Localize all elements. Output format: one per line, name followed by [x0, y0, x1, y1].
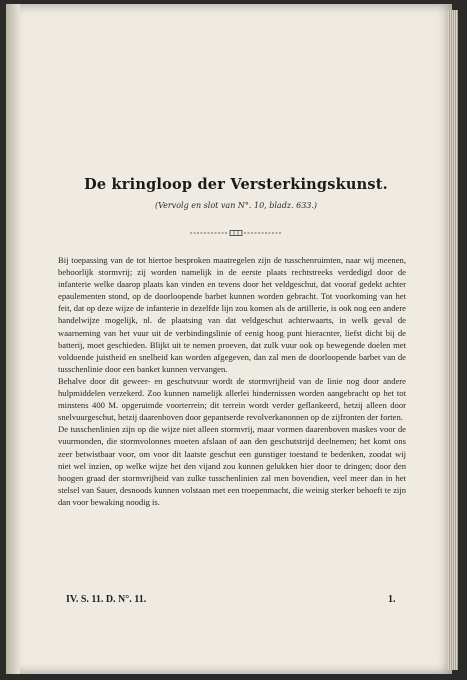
- signature-mark: IV. S. 11. D. N°. 11.: [66, 594, 147, 605]
- paragraph: De tusschenlinien zijn op die wijze niet alleen stormvrij, maar vormen daarenboven maskes voor de vuurmonden, die stormvolonnes moeten afslaan of aan den geschutstrijd deelnemen; het komt ons zeer betwistbaar voor, om voor dit laatste geschut een gunstiger toestand te bedenken, zoodat wij niet wel inzien, op welke wijze het den vijand zou kunnen gelukken hier door te dringen; door den hoogen graad der stormvrijheid van zulke tusschenlinien zal men bovendien, veel meer dan in het stelsel van Sauer, desnoods kunnen volstaan met een troepenmacht, die weinig sterker behoeft te zijn dan voor bewaking noodig is.: [58, 424, 406, 507]
- page-edge-stack: [448, 10, 458, 670]
- article-body: [58, 254, 406, 508]
- paragraph: Behalve door dit geweer- en geschutvuur wordt de stormvrijheid van de linie nog door andere hulpmiddelen verzekerd. Zoo kunnen namelijk allerlei hindernissen worden aangebracht op het tot minstens 400 M. opgeruimde voorterrein; dit terrein wordt verder geflankeerd, hetzij alleen door snelvuurgeschut, hetzij daarenboven door gepantserde revolverkanonnen op de zijfronten der forten.: [58, 375, 406, 423]
- article-subtitle: (Vervolg en slot van N°. 10, bladz. 633.): [154, 201, 318, 210]
- sheet-number: 1.: [388, 594, 396, 605]
- page-spine-shadow: [6, 4, 20, 674]
- article-title: De kringloop der Versterkingskunst.: [84, 176, 388, 193]
- book-page: [6, 4, 452, 674]
- ornamental-divider: [190, 230, 282, 236]
- paragraph: Bij toepassing van de tot hiertoe besproken maatregelen zijn de tusschenruimten, naar wij meenen, behoorlijk stormvrij; zij worden namelijk in de eerste plaats rechtstreeks verdedigd door de infanterie welke daarop plaats kan vinden en tevens door het veldgeschut, dat vooraf gedekt achter epaulementen stond, op de doorloopende barbet kunnen worden gebracht. Tot voorkoming van het feit, dat op deze wijze de infanterie in dezelfde lijn zou komen als de artillerie, is ook nog een andere handelwijze mogelijk, nl. de plaatsing van dat veldgeschut achterwaarts, in welk geval de waarneming van het vuur uit de verbindingslinie of eenig hoog punt hieracnter, liefst dicht bij de batterij, moet geschieden. Blijkt uit te nemen proeven, dat zulk vuur ook op bewegende doelen met voldoende juistheid en snelheid kan worden afgegeven, dan zal men de doorloopende barbet van de tusschenlinie door een banket kunnen vervangen.: [58, 255, 406, 374]
